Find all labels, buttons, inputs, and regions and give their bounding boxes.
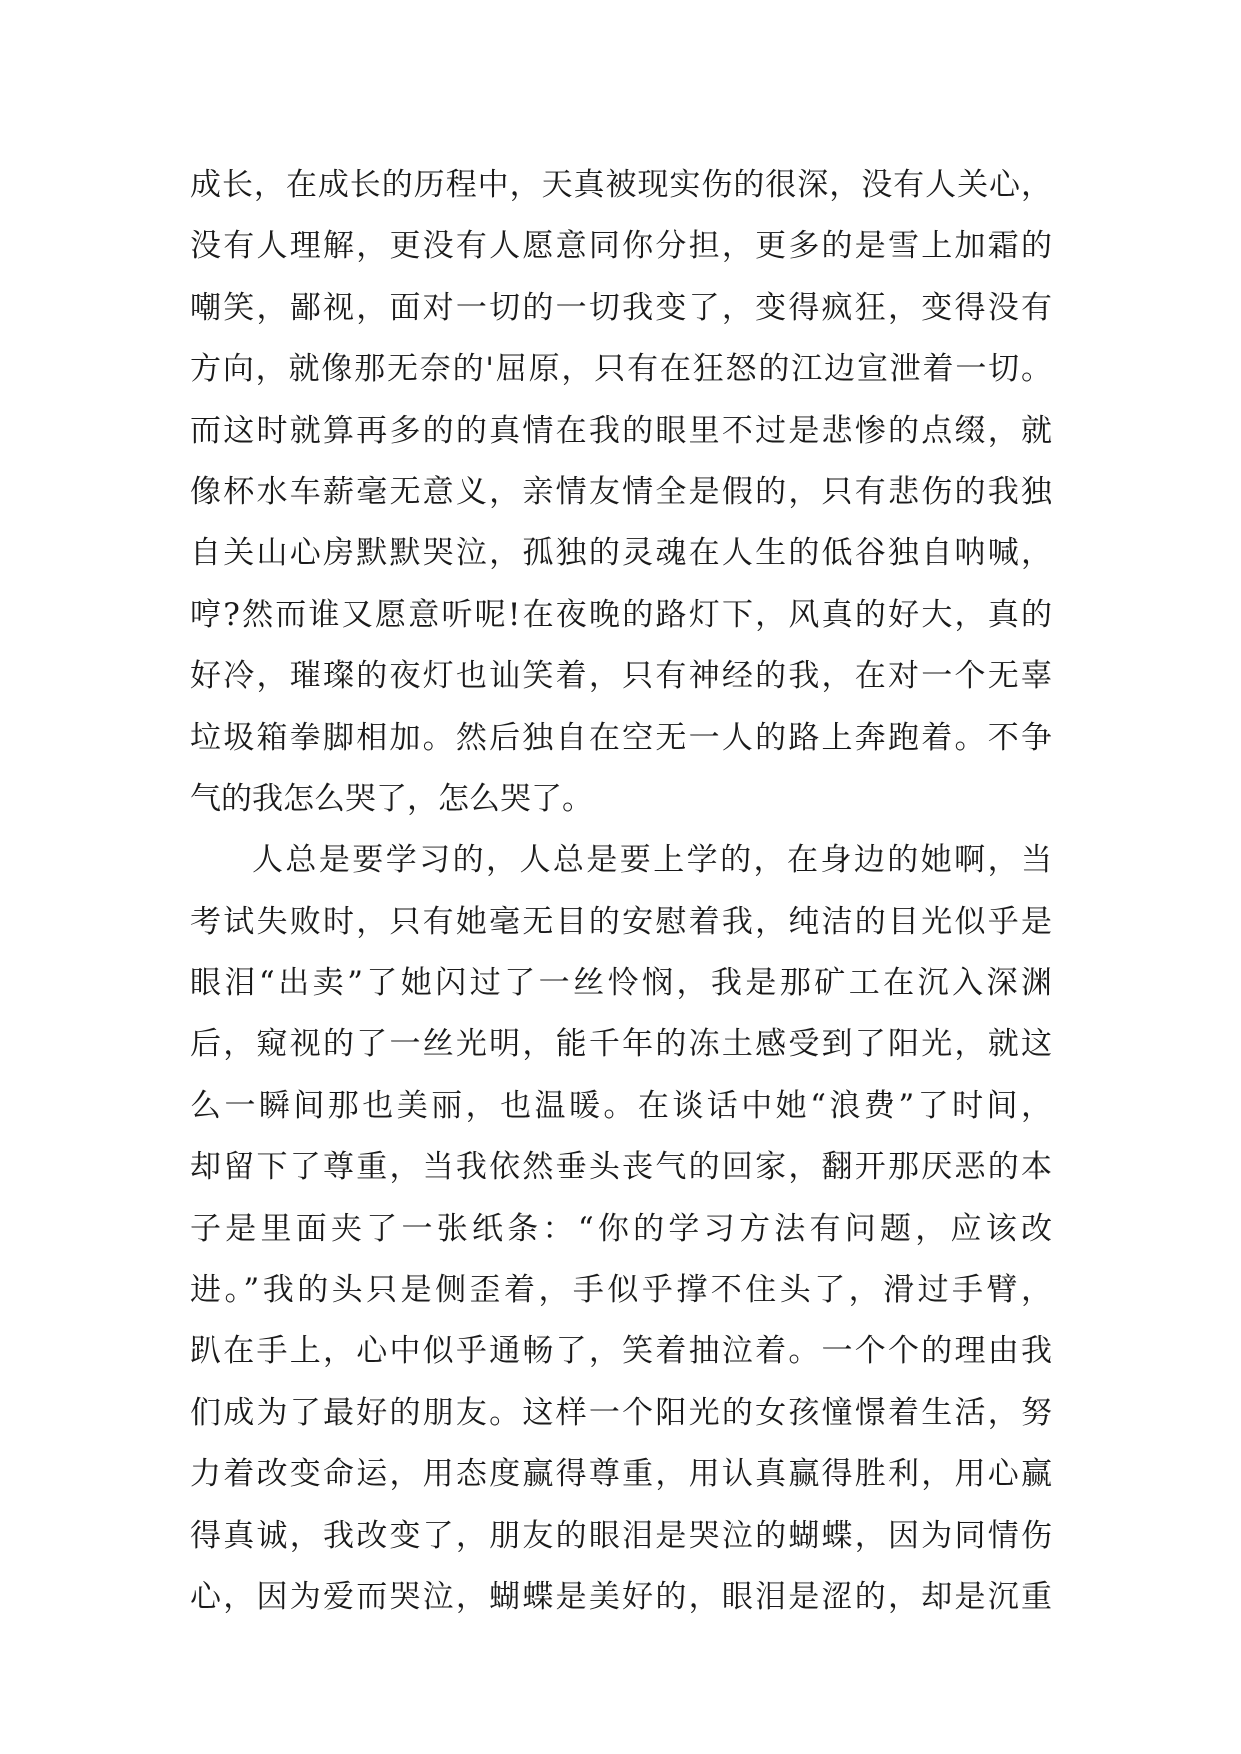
text-line: 趴在手上，心中似乎通畅了，笑着抽泣着。一个个的理由我 — [190, 1333, 1052, 1370]
text-line: 垃圾箱拳脚相加。然后独自在空无一人的路上奔跑着。不争 — [190, 719, 1052, 756]
paragraph-1 — [190, 155, 1052, 830]
text-line: 嘲笑，鄙视，面对一切的一切我变了，变得疯狂，变得没有 — [190, 289, 1052, 326]
text-line: 子是里面夹了一张纸条：“你的学习方法有问题，应该改 — [190, 1210, 1052, 1247]
text-line: 自关山心房默默哭泣，孤独的灵魂在人生的低谷独自呐喊， — [190, 535, 1052, 572]
text-line: 考试失败时，只有她毫无目的安慰着我，纯洁的目光似乎是 — [190, 903, 1052, 940]
body-text — [190, 155, 1052, 1628]
text-line: 像杯水车薪毫无意义，亲情友情全是假的，只有悲伤的我独 — [190, 473, 1052, 510]
text-line: 没有人理解，更没有人愿意同你分担，更多的是雪上加霜的 — [190, 228, 1052, 265]
text-line: 却留下了尊重，当我依然垂头丧气的回家，翻开那厌恶的本 — [190, 1149, 1052, 1186]
text-line: 而这时就算再多的的真情在我的眼里不过是悲惨的点缀，就 — [190, 412, 1052, 449]
text-line: 么一瞬间那也美丽，也温暖。在谈话中她“浪费”了时间， — [190, 1087, 1052, 1124]
text-line: 力着改变命运，用态度赢得尊重，用认真赢得胜利，用心赢 — [190, 1456, 1052, 1493]
text-line: 哼?然而谁又愿意听呢!在夜晚的路灯下，风真的好大，真的 — [190, 596, 1052, 633]
text-line: 好冷，璀璨的夜灯也讪笑着，只有神经的我，在对一个无辜 — [190, 658, 1052, 695]
text-line: 方向，就像那无奈的'屈原，只有在狂怒的江边宣泄着一切。 — [190, 351, 1052, 388]
text-line: 们成为了最好的朋友。这样一个阳光的女孩憧憬着生活，努 — [190, 1394, 1052, 1431]
text-line: 心，因为爱而哭泣，蝴蝶是美好的，眼泪是涩的，却是沉重 — [190, 1578, 1052, 1615]
text-line: 眼泪“出卖”了她闪过了一丝怜悯，我是那矿工在沉入深渊 — [190, 965, 1052, 1002]
paragraph-2 — [190, 830, 1052, 1628]
text-line: 后，窥视的了一丝光明，能千年的冻土感受到了阳光，就这 — [190, 1026, 1052, 1063]
text-line-indented: 人总是要学习的，人总是要上学的，在身边的她啊，当 — [252, 842, 1052, 879]
text-line: 得真诚，我改变了，朋友的眼泪是哭泣的蝴蝶，因为同情伤 — [190, 1517, 1052, 1554]
text-line: 进。”我的头只是侧歪着，手似乎撑不住头了，滑过手臂， — [190, 1272, 1052, 1309]
text-line: 成长，在成长的历程中，天真被现实伤的很深，没有人关心， — [190, 167, 1052, 203]
text-line: 气的我怎么哭了，怎么哭了。 — [190, 780, 593, 817]
